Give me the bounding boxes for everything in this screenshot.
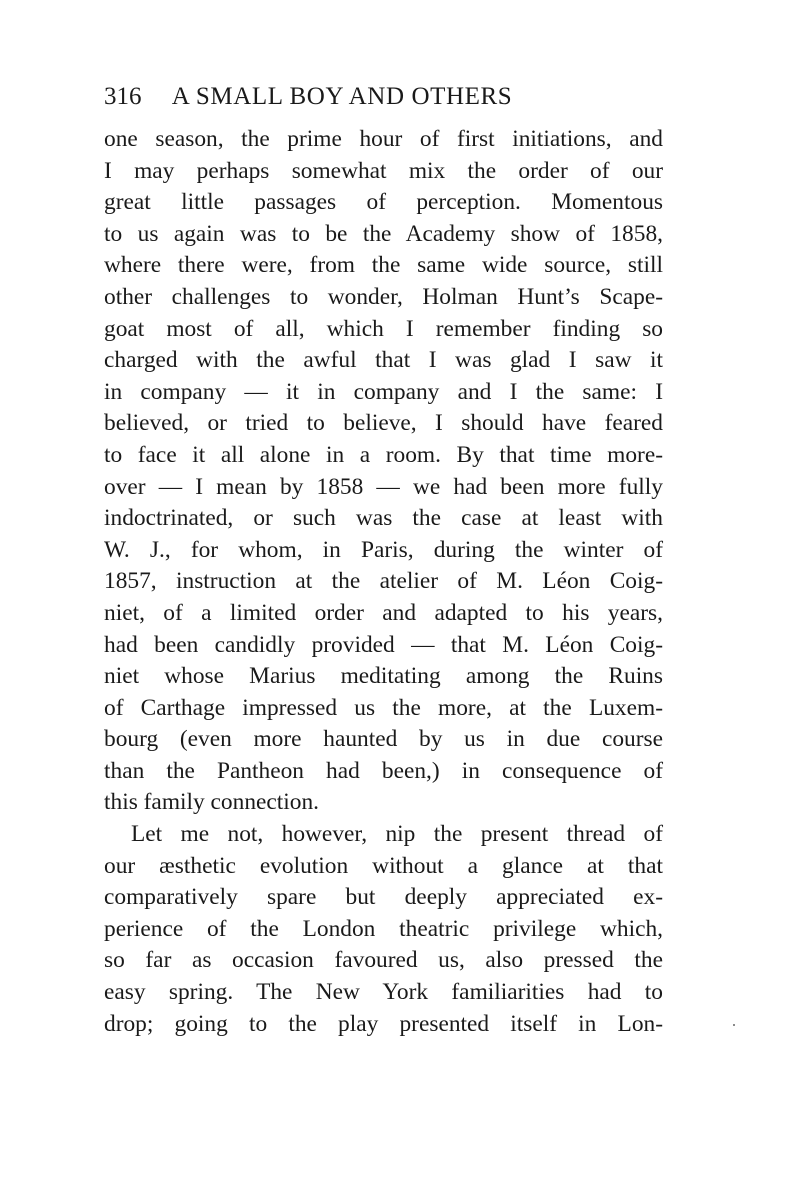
text-line: our æsthetic evolution without a glance at that (104, 852, 663, 879)
text-line: believed, or tried to believe, I should have feared (104, 410, 663, 437)
text-line: bourg (even more haunted by us in due course (104, 726, 663, 753)
text-line: goat most of all, which I remember finding so (104, 315, 663, 342)
paragraph-2 (104, 819, 663, 1040)
text-line: great little passages of perception. Momentous (104, 189, 663, 216)
text-line: indoctrinated, or such was the case at least with (104, 505, 663, 532)
text-line: so far as occasion favoured us, also pressed the (104, 947, 663, 974)
page-number: 316 (104, 83, 142, 110)
text-line: perience of the London theatric privilege which, (104, 915, 663, 942)
text-line: to face it all alone in a room. By that time more- (104, 441, 663, 468)
text-line: in company — it in company and I the same: I (104, 378, 663, 405)
text-line: Let me not, however, nip the present thread of (131, 821, 663, 848)
text-line: had been candidly provided — that M. Léon Coig- (104, 631, 663, 658)
text-line: W. J., for whom, in Paris, during the winter of (104, 536, 663, 563)
text-line: easy spring. The New York familiarities had to (104, 979, 663, 1006)
text-line: other challenges to wonder, Holman Hunt’s Scape- (104, 283, 663, 310)
text-line: one season, the prime hour of first initiations, and (104, 126, 663, 152)
text-line: I may perhaps somewhat mix the order of our (104, 157, 663, 184)
text-line: than the Pantheon had been,) in consequence of (104, 757, 663, 784)
paragraph-1 (104, 124, 663, 819)
text-line: where there were, from the same wide source, still (104, 252, 663, 279)
text-line: this family connection. (104, 789, 320, 816)
text-line: over — I mean by 1858 — we had been more fully (104, 473, 663, 500)
text-line: 1857, instruction at the atelier of M. Léon Coig- (104, 568, 663, 595)
text-line: niet, of a limited order and adapted to his years, (104, 599, 663, 626)
text-line: charged with the awful that I was glad I saw it (104, 347, 663, 374)
scan-speck (733, 1024, 735, 1026)
text-line: niet whose Marius meditating among the Ruins (104, 663, 663, 690)
book-title: A SMALL BOY AND OTHERS (171, 83, 513, 110)
body-text (104, 124, 663, 1040)
running-head (104, 80, 664, 114)
text-line: drop; going to the play presented itself in Lon- (104, 1010, 663, 1037)
text-line: of Carthage impressed us the more, at the Luxem- (104, 694, 663, 721)
text-line: comparatively spare but deeply appreciated ex- (104, 884, 663, 911)
text-line: to us again was to be the Academy show of 1858, (104, 220, 663, 247)
